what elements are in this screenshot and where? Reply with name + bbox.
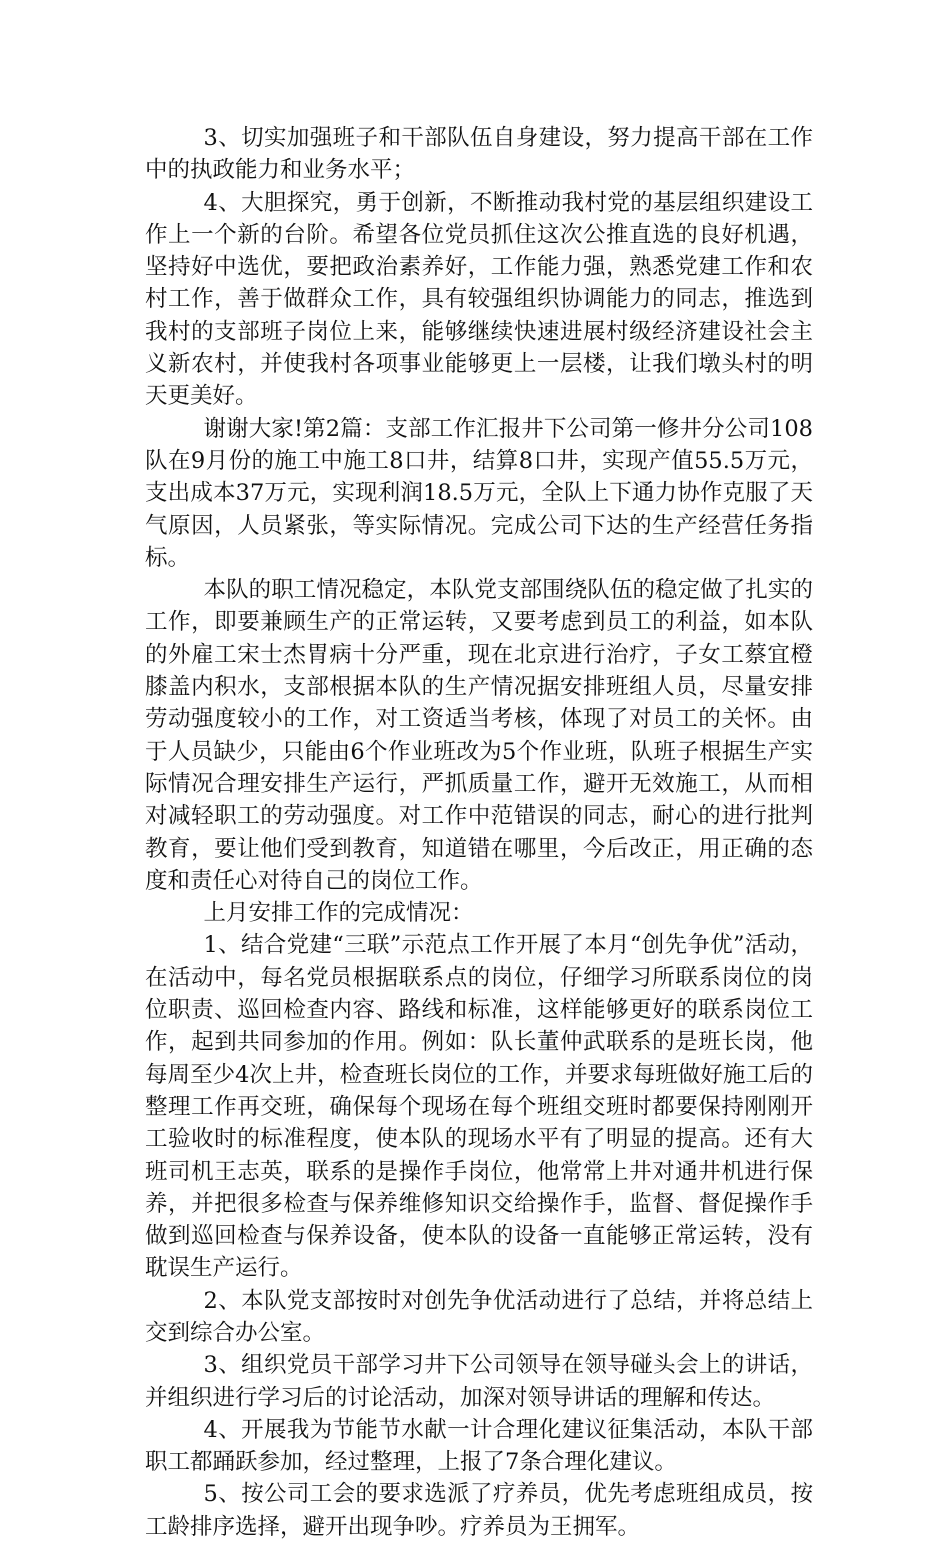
paragraph-2: 4、大胆探究，勇于创新，不断推动我村党的基层组织建设工作上一个新的台阶。希望各位党员抓住这次公推直选的良好机遇，坚持好中选优，要把政治素养好，工作能力强，熟悉党建工作和农村工作，善于做群众工作，具有较强组织协调能力的同志，推选到我村的支部班子岗位上来，能够继续快速进展村级经济建设社会主义新农村，并使我村各项事业能够更上一层楼，让我们墩头村的明天更美好。 (145, 189, 813, 410)
paragraph-9: 4、开展我为节能节水献一计合理化建议征集活动，本队干部职工都踊跃参加，经过整理，上报了7条合理化建议。 (145, 1416, 813, 1476)
paragraph-4: 本队的职工情况稳定，本队党支部围绕队伍的稳定做了扎实的工作，即要兼顾生产的正常运转，又要考虑到员工的利益，如本队的外雇工宋士杰胃病十分严重，现在北京进行治疗，子女工蔡宜橙膝盖内积水，支部根据本队的生产情况据安排班组人员，尽量安排劳动强度较小的工作，对工资适当考核，体现了对员工的关怀。由于人员缺少，只能由6个作业班改为5个作业班，队班子根据生产实际情况合理安排生产运行，严抓质量工作，避开无效施工，从而相对减轻职工的劳动强度。对工作中范错误的同志，耐心的进行批判教育，要让他们受到教育，知道错在哪里，今后改正，用正确的态度和责任心对待自己的岗位工作。 (145, 577, 813, 894)
document-page (145, 122, 813, 1543)
paragraph-10: 5、按公司工会的要求选派了疗养员，优先考虑班组成员，按工龄排序选择，避开出现争吵。疗养员为王拥军。 (145, 1481, 813, 1540)
paragraph-6: 1、结合党建“三联”示范点工作开展了本月“创先争优”活动，在活动中，每名党员根据联系点的岗位，仔细学习所联系岗位的岗位职责、巡回检查内容、路线和标准，这样能够更好的联系岗位工作，起到共同参加的作用。例如：队长董仲武联系的是班长岗，他每周至少4次上井，检查班长岗位的工作，并要求每班做好施工后的整理工作再交班，确保每个现场在每个班组交班时都要保持刚刚开工验收时的标准程度，使本队的现场水平有了明显的提高。还有大班司机王志英，联系的是操作手岗位，他常常上井对通井机进行保养，并把很多检查与保养维修知识交给操作手，监督、督促操作手做到巡回检查与保养设备，使本队的设备一直能够正常运转，没有耽误生产运行。 (145, 932, 813, 1282)
paragraph-5: 上月安排工作的完成情况： (203, 900, 474, 927)
paragraph-7: 2、本队党支部按时对创先争优活动进行了总结，并将总结上交到综合办公室。 (145, 1287, 813, 1346)
paragraph-1: 3、切实加强班子和干部队伍自身建设，努力提高干部在工作中的执政能力和业务水平； (145, 125, 813, 184)
paragraph-8: 3、组织党员干部学习井下公司领导在领导碰头会上的讲话，并组织进行学习后的讨论活动，加深对领导讲话的理解和传达。 (145, 1352, 813, 1411)
paragraph-3: 谢谢大家!第2篇：支部工作汇报井下公司第一修井分公司108队在9月份的施工中施工8口井，结算8口井，实现产值55.5万元，支出成本37万元，实现利润18.5万元，全队上下通力协作克服了天气原因，人员紧张，等实际情况。完成公司下达的生产经营任务指标。 (145, 415, 813, 571)
